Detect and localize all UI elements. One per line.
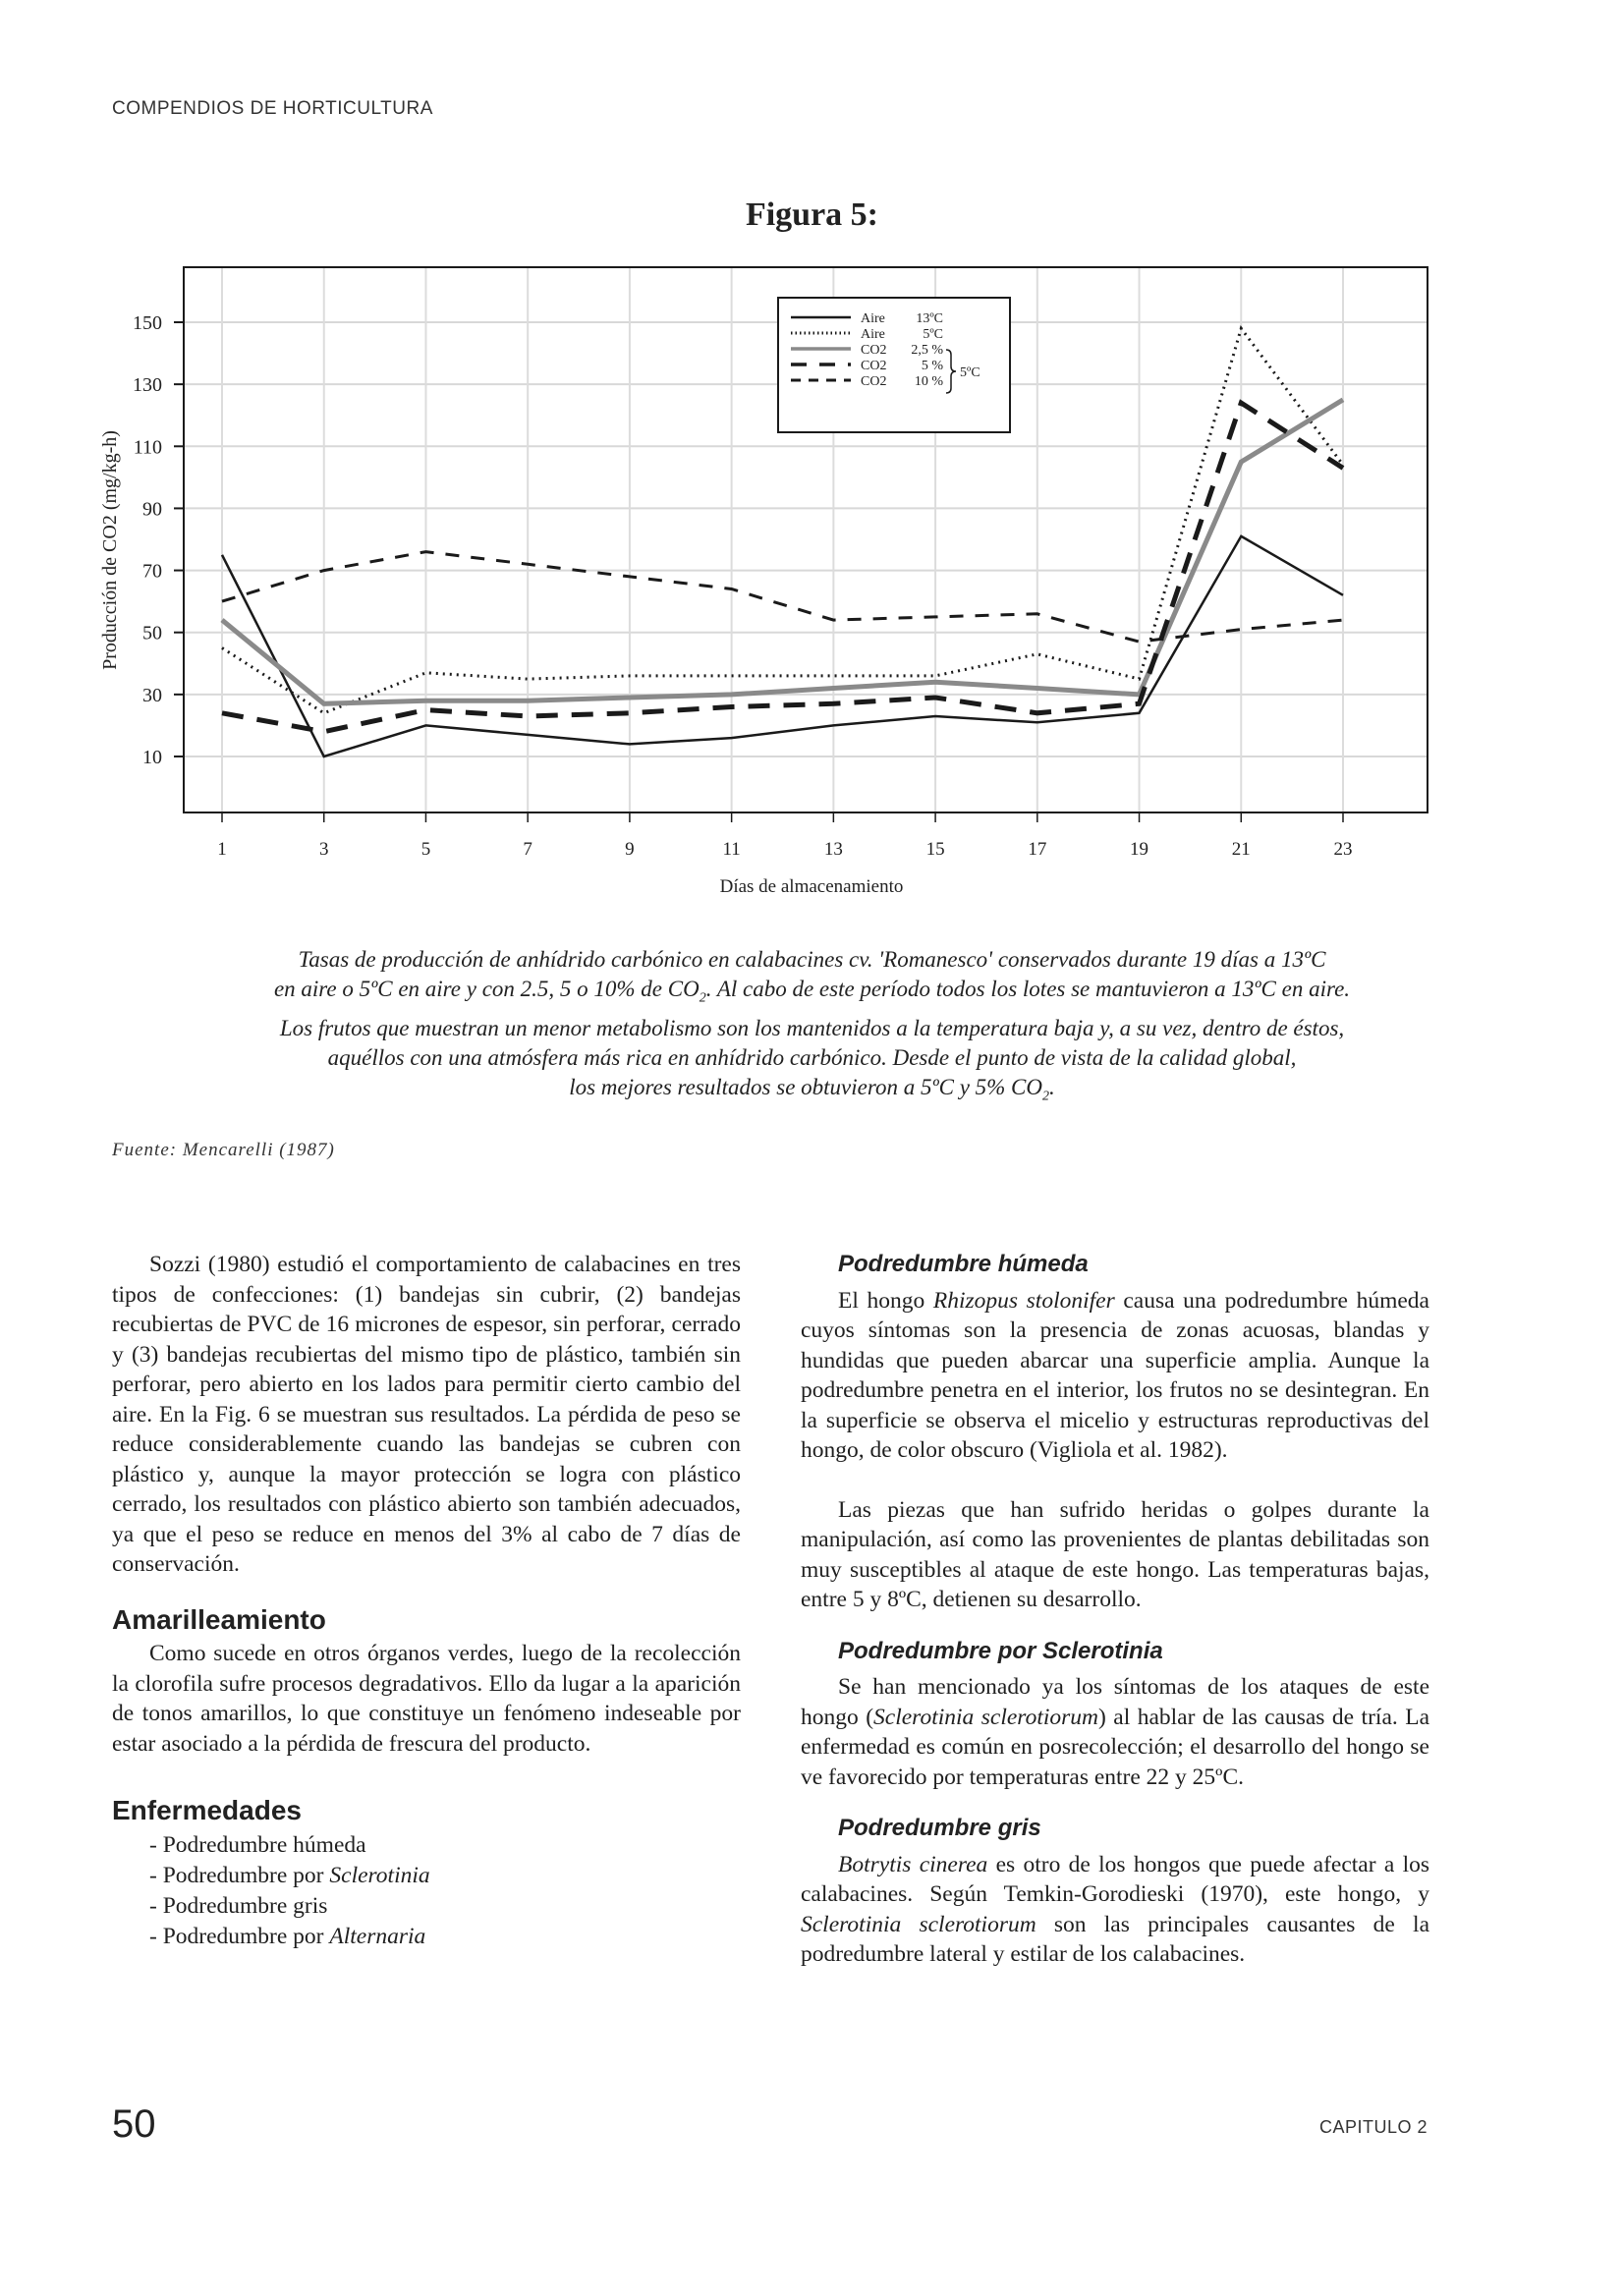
legend-label: Aire [861, 311, 885, 326]
legend-brace-label: 5ºC [960, 365, 980, 380]
y-tick-label: 90 [142, 498, 162, 521]
x-tick-label: 17 [1028, 839, 1047, 860]
paragraph: Sozzi (1980) estudió el comportamiento de calabacines en tres tipos de confecciones: (1) bandejas sin cubrir, (2) bandejas recubiertas de PVC de 16 micrones de espesor, sin perforar, cerrado y (3) bandejas recubiertas del mismo tipo de plástico, también sin perforar, pero abierto en los lados para permitir cierto cambio del aire. En la Fig. 6 se muestran sus resultados. La pérdida de peso se reduce considerablemente cuando las bandejas se cubren con plástico y, aunque la mayor protección se logra con plástico cerrado, los resultados con plástico abierto son también adecuados, ya que el peso se reduce en menos del 3% al cabo de 7 días de conservación. [112, 1252, 741, 1577]
legend-label: CO2 [861, 343, 887, 358]
list-item: - Podredumbre húmeda [149, 1831, 366, 1858]
x-tick-label: 23 [1333, 839, 1353, 860]
paragraph: Se han mencionado ya los síntomas de los ataques de este hongo (Sclerotinia sclerotiorum) al hablar de las causas de tría. La enfermedad es común en posrecolección; el desarrollo del hongo se ve favorecido por temperaturas entre 22 y 25ºC. [801, 1674, 1429, 1790]
legend-condition: 5 % [921, 359, 943, 373]
y-tick-label: 10 [142, 747, 162, 768]
caption-line: aquéllos con una atmósfera más rica en anhídrido carbónico. Desde el punto de vista de la calidad global, [327, 1044, 1297, 1070]
subheading-podredumbre-sclerotinia: Podredumbre por Sclerotinia [838, 1637, 1163, 1664]
legend [778, 298, 1010, 432]
x-tick-label: 7 [523, 839, 532, 860]
x-tick-label: 11 [722, 839, 741, 860]
list-item: - Podredumbre por Sclerotinia [149, 1862, 430, 1888]
y-axis [99, 312, 184, 768]
legend-condition: 2,5 % [911, 343, 943, 358]
x-tick-label: 3 [318, 839, 329, 860]
figure-caption [157, 945, 1467, 1111]
caption-line: Tasas de producción de anhídrido carbónico en calabacines cv. 'Romanesco' conservados durante 19 días a 13ºC [298, 947, 1326, 972]
x-tick-label: 5 [420, 839, 431, 860]
paragraph: Como sucede en otros órganos verdes, luego de la recolección la clorofila sufre procesos degradativos. Ello da lugar a la aparición de tonos amarillos, lo que constituye un fenómeno indeseable por estar asociado a la pérdida de frescura del producto. [112, 1641, 741, 1757]
left-column [112, 1250, 741, 1952]
chart-canvas [0, 0, 1624, 924]
line-chart [0, 0, 1624, 924]
disease-list [149, 1830, 741, 1952]
legend-condition: 5ºC [923, 327, 943, 342]
section-heading-enfermedades: Enfermedades [112, 1795, 302, 1825]
list-item: - Podredumbre por Alternaria [149, 1923, 426, 1949]
figure-title: Figura 5: [745, 196, 879, 233]
legend-condition: 13ºC [916, 311, 943, 326]
caption-line: en aire o 5ºC en aire y con 2.5, 5 o 10% de $CO_2$. Al cabo de este período todos los lotes se mantuvieron a 13ºC en aire. [273, 977, 1351, 1006]
page-number: 50 [112, 2102, 156, 2146]
legend-condition: 10 % [914, 374, 943, 389]
y-tick-label: 130 [133, 374, 162, 397]
subheading-podredumbre-humeda: Podredumbre húmeda [838, 1251, 1089, 1277]
y-tick-label: 110 [133, 436, 162, 459]
series-long-dash [222, 403, 1343, 732]
paragraph: El hongo Rhizopus stolonifer causa una podredumbre húmeda cuyos síntomas son la presencia de zonas acuosas, blandas y hundidas que pueden abarcar una superficie amplia. Aunque la podredumbre penetra en el interior, los frutos no se desintegran. En la superficie se observa el micelio y estructuras reproductivas del hongo, de color obscuro (Vigliola et al. 1982). [801, 1287, 1429, 1463]
y-tick-label: 150 [133, 312, 162, 334]
x-tick-label: 9 [625, 839, 635, 860]
paragraph: Botrytis cinerea es otro de los hongos que puede afectar a los calabacines. Según Temkin-Gorodieski (1970), este hongo, y Sclerotinia sclerotiorum son las principales causantes de la podredumbre lateral y estilar de los calabacines. [801, 1851, 1430, 1967]
paragraph: Las piezas que han sufrido heridas o golpes durante la manipulación, así como las provenientes de plantas debilitadas son muy susceptibles al ataque de este hongo. Las temperaturas bajas, entre 5 y 8ºC, detienen su desarrollo. [801, 1496, 1429, 1612]
section-heading-amarilleamiento: Amarilleamiento [112, 1603, 326, 1635]
right-column [801, 1250, 1429, 1970]
subheading-podredumbre-gris: Podredumbre gris [838, 1815, 1041, 1841]
x-tick-label: 15 [925, 839, 945, 860]
running-head: COMPENDIOS DE HORTICULTURA [112, 98, 433, 119]
y-tick-label: 30 [142, 684, 162, 706]
caption-line: Los frutos que muestran un menor metabolismo son los mantenidos a la temperatura baja y, a su vez, dentro de éstos, [279, 1015, 1345, 1040]
figure-source: Fuente: Mencarelli (1987) [112, 1140, 335, 1160]
legend-label: Aire [861, 327, 885, 342]
x-tick-label: 19 [1130, 839, 1149, 860]
x-tick-label: 21 [1231, 839, 1251, 860]
x-axis-label: Días de almacenamiento [719, 876, 904, 897]
x-axis [217, 812, 1352, 897]
series-solid [222, 536, 1343, 756]
y-axis-label: Producción de CO2 (mg/kg-h) [99, 430, 121, 670]
chapter-label: CAPITULO 2 [1318, 2117, 1428, 2137]
caption-line: los mejores resultados se obtuvieron a 5ºC y 5% $CO_2$. [569, 1074, 1055, 1104]
legend-label: CO2 [861, 359, 887, 373]
legend-label: CO2 [861, 374, 887, 389]
y-tick-label: 50 [142, 622, 162, 644]
list-item: - Podredumbre gris [149, 1892, 328, 1919]
x-tick-label: 1 [217, 839, 227, 860]
x-tick-label: 13 [823, 839, 843, 860]
y-tick-label: 70 [142, 560, 162, 583]
